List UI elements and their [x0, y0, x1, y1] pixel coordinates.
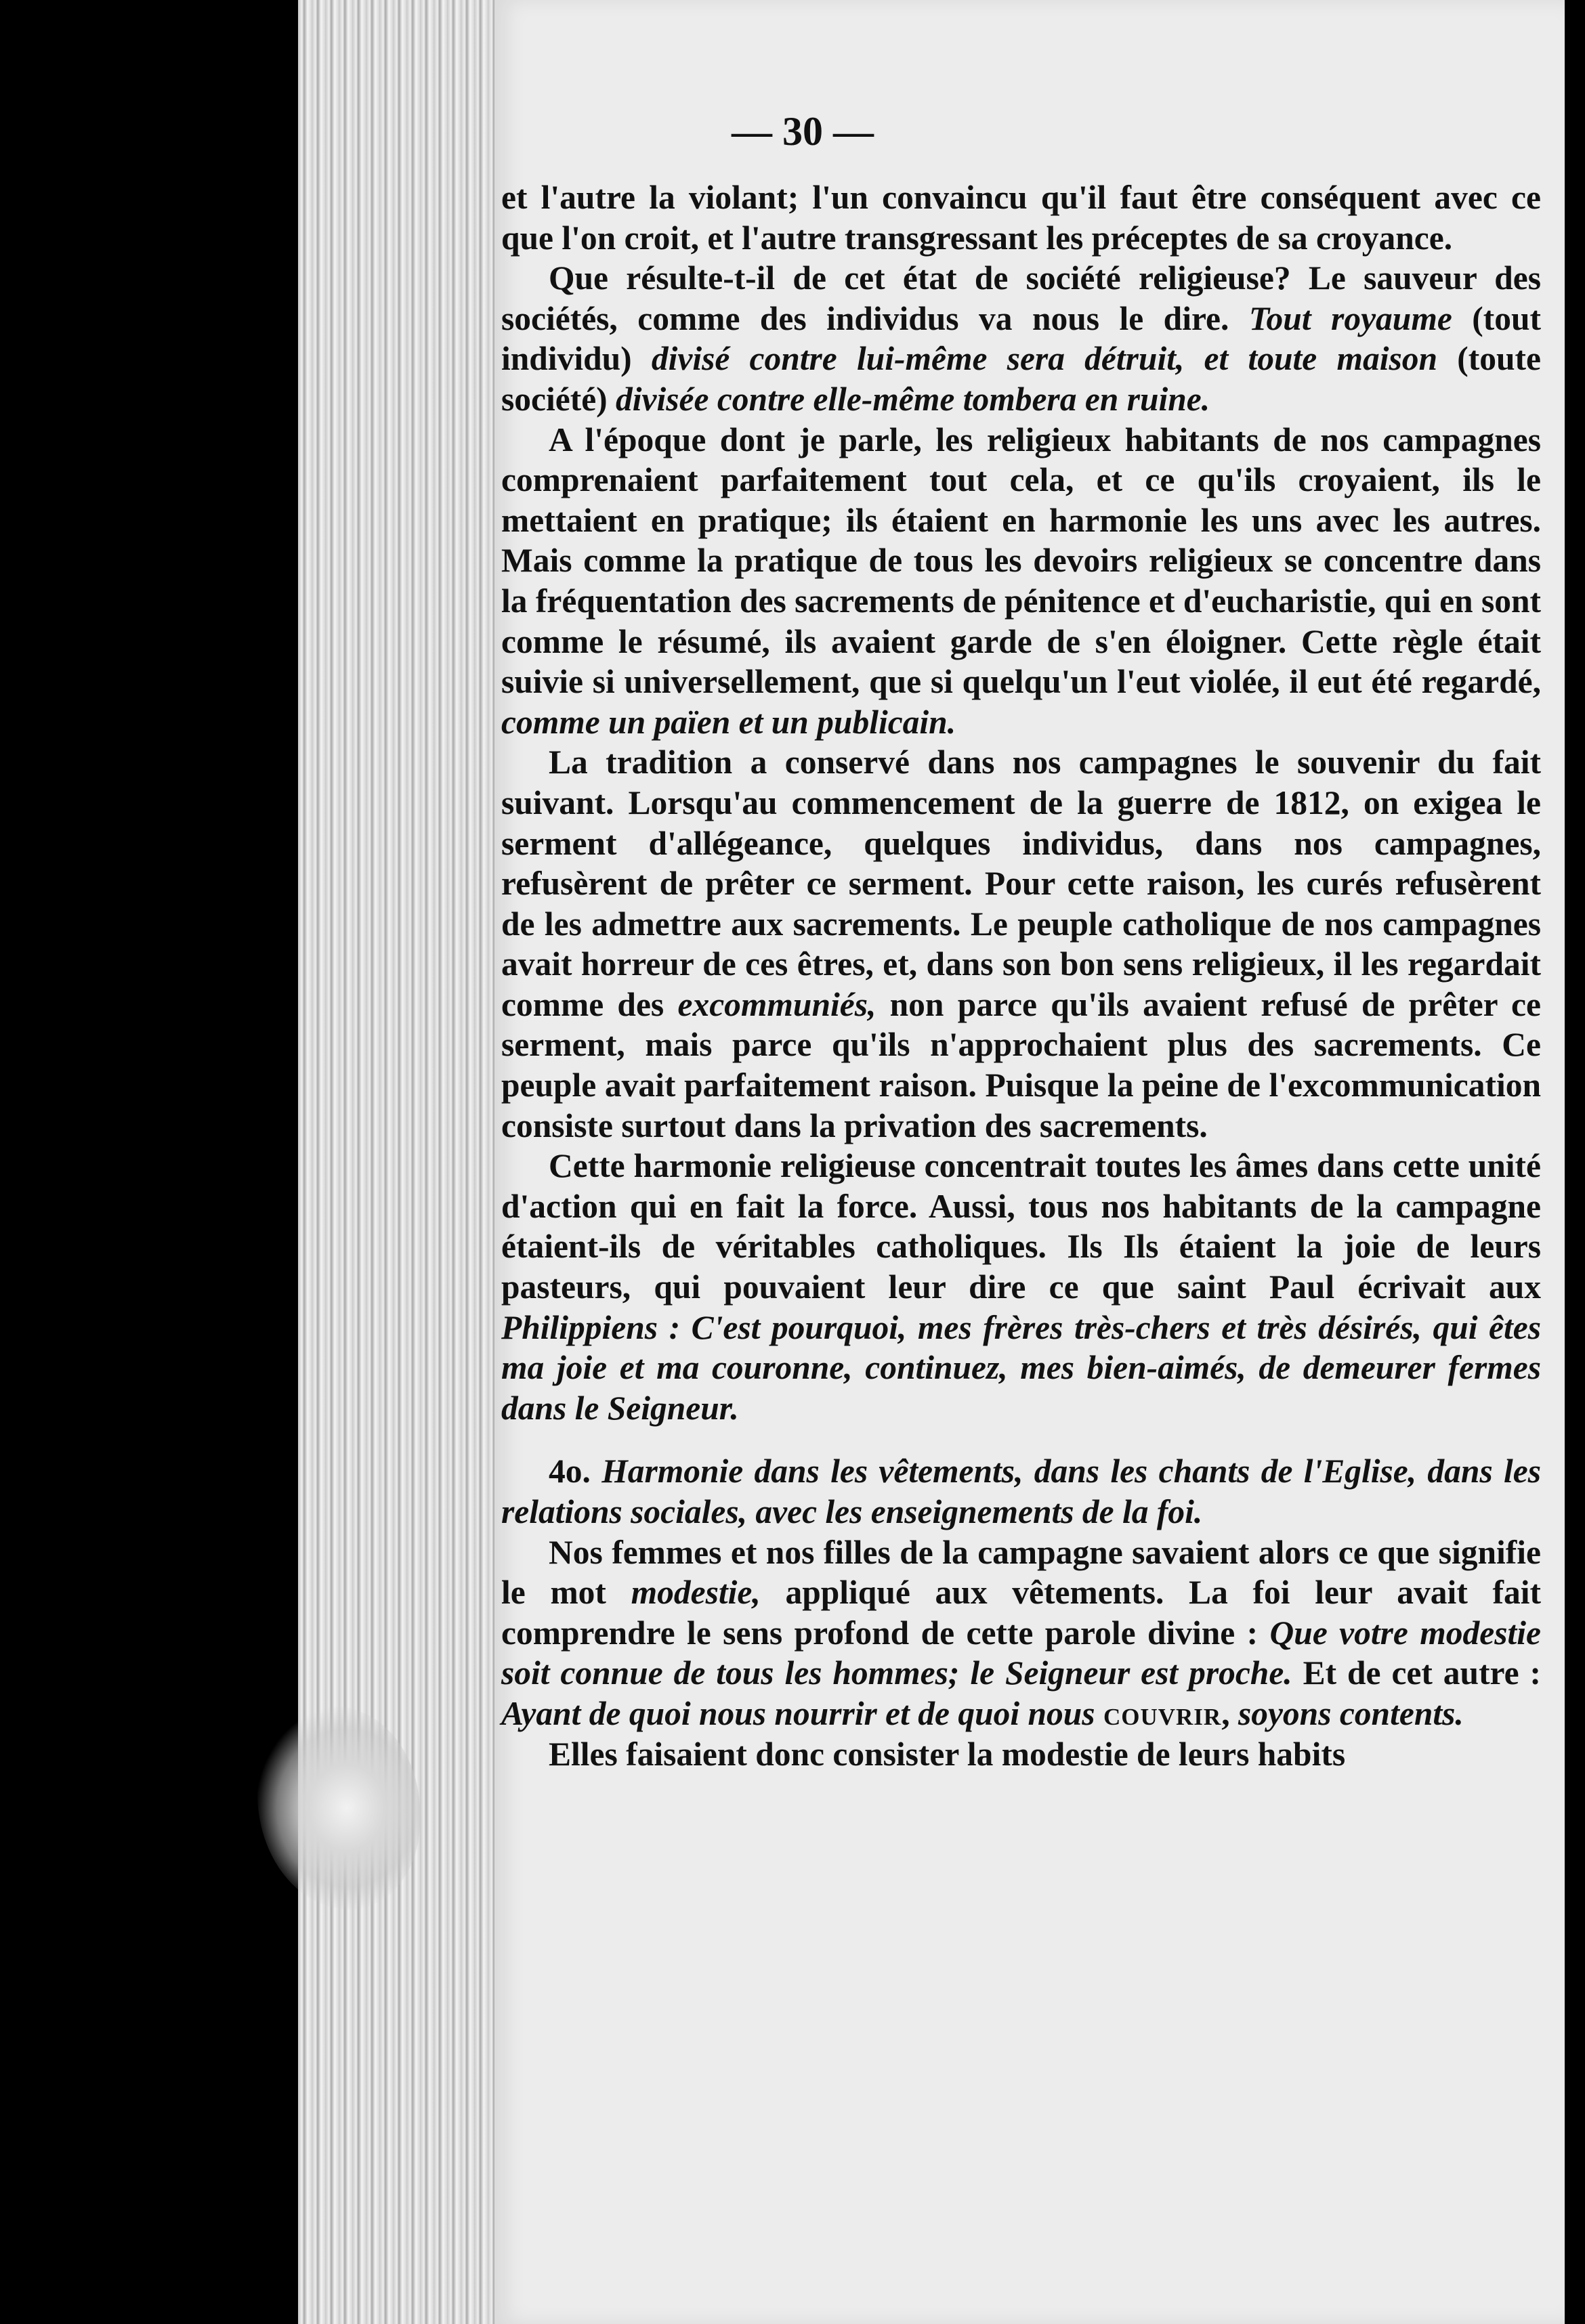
page-number: — 30 —	[732, 109, 874, 154]
text-run: A l'époque dont je parle, les religieux habitants de nos campagnes comprenaient parfaitement tout cela, et ce qu'ils croyaient, ils le mettaient en pratique; ils étaient en harmonie les uns avec les autres. Mais comme la pratique de tous les devoirs religieux se concentre dans la fréquentation des sacrements de pénitence et d'eucharistie, qui en sont comme le résumé, ils avaient garde de s'en éloigner. Cette règle était suivie si universellement, que si quelqu'un l'eut violée, il eut été regardé,	[501, 421, 1541, 701]
text-run: ,	[1221, 1694, 1238, 1732]
text-run: Que résulte-t-il de cet état de société religieuse? Le sauveur des sociétés, comme des individus va nous le dire.	[501, 259, 1541, 337]
text-run: (tout individu)	[501, 299, 1541, 378]
text-run: et l'autre la violant; l'un convaincu qu'il faut être conséquent avec ce que l'on croit, et l'autre transgressant les préceptes de sa croyance.	[501, 179, 1541, 257]
paragraph	[501, 258, 1541, 419]
text-run: Cette harmonie religieuse concentrait toutes les âmes dans cette unité d'action qui en fait la force. Aussi, tous nos habitants de la campagne étaient-ils de véritables catholiques. Ils Ils étaient la joie de leurs pasteurs, qui pouvaient leur dire ce que saint Paul écrivait aux	[501, 1147, 1541, 1306]
italic-text: modestie,	[631, 1574, 761, 1612]
text-run: 4o.	[549, 1452, 602, 1490]
text-run: Nos femmes et nos filles de la campagne savaient alors ce que signifie le mot	[501, 1533, 1541, 1612]
book-binding-edge	[298, 0, 494, 2324]
italic-text: comme un païen et un publicain.	[501, 703, 956, 741]
text-run: Elles faisaient donc consister la modestie de leurs habits	[549, 1735, 1346, 1773]
text-run: non parce qu'ils avaient refusé de prêter ce serment, mais parce qu'ils n'approchaient plus des sacrements. Ce peuple avait parfaitement raison. Puisque la peine de l'excommunication consiste surtout dans la privation des sacrements.	[501, 985, 1541, 1144]
text-run: appliqué aux vêtements. La foi leur avait fait comprendre le sens profond de cette parole divine :	[501, 1574, 1541, 1652]
paragraph	[501, 1532, 1541, 1734]
italic-text: soyons contents.	[1238, 1694, 1464, 1732]
italic-text: divisé contre lui-même sera détruit, et toute maison	[651, 340, 1438, 378]
italic-text: Que votre modestie soit connue de tous les hommes; le Seigneur est proche.	[501, 1614, 1541, 1692]
paragraph	[501, 177, 1541, 258]
italic-text: Harmonie dans les vêtements, dans les chants de l'Eglise, dans les relations sociales, avec les enseignements de la foi.	[501, 1452, 1542, 1530]
scan-border	[1565, 0, 1585, 2324]
text-run: La tradition a conservé dans nos campagnes le souvenir du fait suivant. Lorsqu'au commencement de la guerre de 1812, on exigea le serment d'allégeance, quelques individus, dans nos campagnes, refusèrent de prêter ce serment. Pour cette raison, les curés refusèrent de les admettre aux sacrements. Le peuple catholique de nos campagnes avait horreur de ces êtres, et, dans son bon sens religieux, il les regardait comme des	[501, 744, 1541, 1023]
text-run	[1095, 1695, 1103, 1732]
text-run: Et de cet autre :	[1292, 1654, 1541, 1692]
italic-text: Philippiens : C'est pourquoi, mes frères très-chers et très désirés, qui êtes ma joie et ma couronne, continuez, mes bien-aimés, de demeurer fermes dans le Seigneur.	[501, 1308, 1541, 1427]
paragraph	[501, 1146, 1541, 1428]
paragraph	[501, 742, 1541, 1146]
paragraph	[501, 420, 1541, 743]
text-run: (toute société)	[501, 340, 1541, 418]
body-text	[501, 177, 1541, 1774]
paragraph	[501, 1734, 1541, 1775]
section-heading	[501, 1451, 1541, 1532]
italic-text: Ayant de quoi nous nourrir et de quoi nous	[501, 1694, 1095, 1732]
small-caps-text: couvrir	[1103, 1694, 1222, 1732]
italic-text: excommuniés,	[677, 985, 876, 1023]
italic-text: Tout royaume	[1248, 299, 1452, 337]
italic-text: divisée contre elle-même tombera en ruine.	[616, 380, 1210, 418]
